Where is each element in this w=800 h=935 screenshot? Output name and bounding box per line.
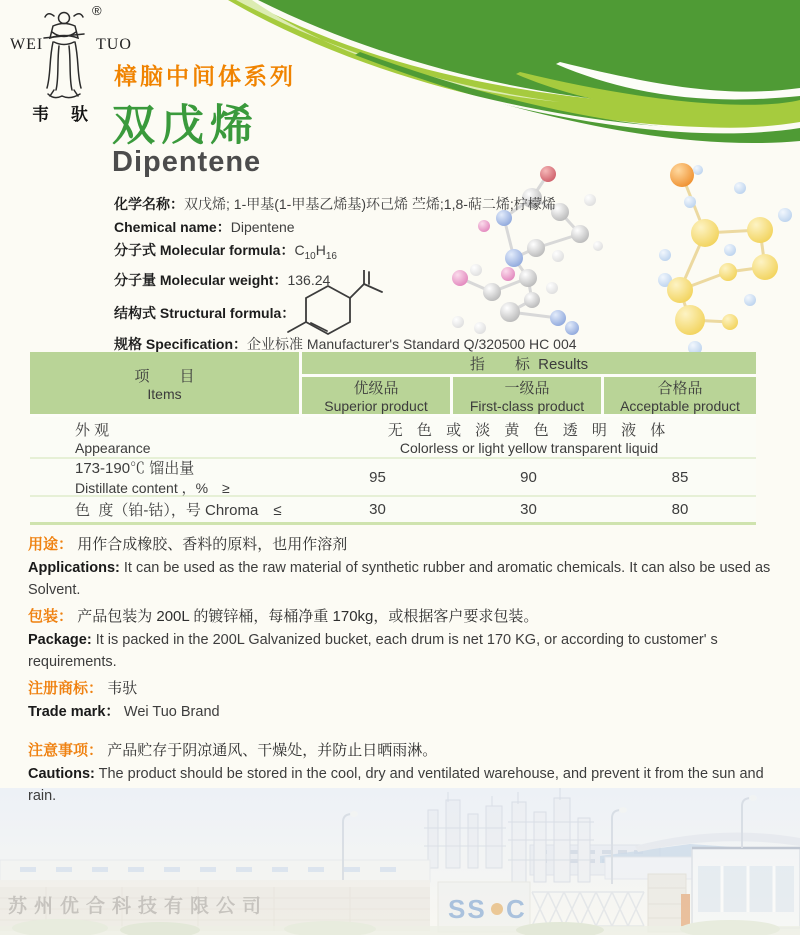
distillate-item-en: Distillate content ，% ≥ <box>75 479 230 496</box>
formula-element-2: H <box>315 242 326 258</box>
cautions-text-cn: 产品贮存于阴凉通风、干燥处，并防止日晒雨淋。 <box>107 742 438 759</box>
distillate-first-class-value: 90 <box>453 459 604 497</box>
cautions-label-cn: 注意事项： <box>28 742 104 759</box>
first-class-header-cn: 一级品 <box>504 380 550 397</box>
cautions-label-en: Cautions: <box>28 766 95 782</box>
registered-mark: ® <box>92 3 102 18</box>
row-appearance-item <box>30 417 302 459</box>
structural-formula-drawing <box>276 270 388 350</box>
first-class-header-en: First-class product <box>469 398 585 414</box>
cautions-text-en: The product should be stored in the cool, dry and ventilated warehouse, and prevent it from the sun and rain. <box>28 766 764 804</box>
weituo-figure-icon <box>36 8 92 100</box>
molecular-formula-label: 分子式 Molecular formula： <box>114 242 295 258</box>
specification-label: 规格 Specification： <box>114 335 248 352</box>
formula-subscript-1: 10 <box>304 250 316 262</box>
product-title-cn: 双戊烯 <box>112 102 259 150</box>
package-label-en: Package: <box>28 632 92 648</box>
superior-header-en: Superior product <box>324 398 428 414</box>
applications-label-en: Applications: <box>28 560 120 576</box>
chroma-superior-value: 30 <box>302 497 453 525</box>
chemical-name-cn-line <box>114 196 699 212</box>
logo-text-wei: WEI <box>10 36 44 53</box>
chemical-name-cn-label: 化学名称： <box>114 196 184 212</box>
product-title-en: Dipentene <box>112 146 262 178</box>
appearance-value-en: Colorless or light yellow transparent liquid <box>399 439 659 456</box>
trademark-text-cn: 韦驮 <box>107 680 138 697</box>
package-label-cn: 包装： <box>28 608 74 625</box>
structural-formula-line <box>114 305 699 321</box>
superior-header-cn: 优级品 <box>353 380 399 397</box>
distillate-superior-value: 95 <box>302 459 453 497</box>
chroma-acceptable-value: 80 <box>604 497 756 525</box>
gate-sign-c: C <box>506 894 525 924</box>
table-header-superior <box>302 377 453 417</box>
logo-text-cn: 韦驮 <box>32 105 110 124</box>
molecular-weight-value: 136.24 <box>287 271 331 288</box>
row-appearance-value <box>302 417 756 459</box>
trademark-text-en: Wei Tuo Brand <box>123 704 220 720</box>
acceptable-header-cn: 合格品 <box>657 380 703 397</box>
table-header-acceptable <box>604 377 756 417</box>
series-heading: 樟脑中间体系列 <box>114 63 296 89</box>
formula-element-1: C <box>294 242 305 258</box>
section-package <box>28 606 776 673</box>
chemical-info <box>114 196 699 359</box>
package-en-line <box>28 629 776 673</box>
applications-label-cn: 用途： <box>28 536 74 553</box>
applications-cn-line <box>28 534 776 555</box>
logo-text-tuo: TUO <box>96 36 132 53</box>
items-header-cn: 项 目 <box>134 367 195 385</box>
section-applications <box>28 534 776 601</box>
row-distillate-item <box>30 459 302 497</box>
gate-sign-ss: SS <box>448 894 487 924</box>
package-text-en: It is packed in the 200L Galvanized bucket, each drum is net 170 KG, or according to customer' s requirements. <box>28 632 718 670</box>
molecular-weight-label: 分子量 Molecular weight： <box>114 271 288 288</box>
gate-sign-dot <box>491 903 503 915</box>
cautions-en-line <box>28 763 776 807</box>
specification-line <box>114 336 699 352</box>
trademark-label-en: Trade mark： <box>28 704 120 720</box>
items-header-en: Items <box>147 385 182 402</box>
section-cautions <box>28 740 776 807</box>
factory-wall-text: 苏州优合科技有限公司 <box>8 896 269 917</box>
cautions-cn-line <box>28 740 776 761</box>
package-cn-line <box>28 606 776 627</box>
molecular-formula-value <box>294 242 337 262</box>
trademark-en-line <box>28 701 776 723</box>
specification-value: 企业标准 Manufacturer's Standard Q/320500 HC 004 <box>247 335 577 352</box>
table-header-items <box>30 352 302 417</box>
factory-photo <box>0 788 800 935</box>
formula-subscript-2: 16 <box>325 250 337 262</box>
distillate-acceptable-value: 85 <box>604 459 756 497</box>
acceptable-header-en: Acceptable product <box>620 398 740 414</box>
molecular-formula-line <box>114 242 699 265</box>
chemical-name-cn-value: 双戊烯; 1-甲基(1-甲基乙烯基)环己烯 苎烯;1,8-萜二烯;柠檬烯 <box>184 196 556 212</box>
table-header-results: 指 标 Results <box>302 352 756 377</box>
applications-text-cn: 用作合成橡胶、香料的原料，也用作溶剂 <box>77 536 348 553</box>
appearance-item-en: Appearance <box>75 439 151 456</box>
molecular-weight-line <box>114 272 699 288</box>
appearance-value-cn: 无 色 或 淡 黄 色 透 明 液 体 <box>387 421 671 439</box>
chroma-first-class-value: 30 <box>453 497 604 525</box>
chemical-name-en-line <box>114 219 699 235</box>
chemical-name-en-value: Dipentene <box>230 219 295 235</box>
distillate-item-cn: 173-190℃ 馏出量 <box>75 459 195 477</box>
section-trademark <box>28 678 776 723</box>
chemical-name-en-label: Chemical name： <box>114 219 231 235</box>
applications-text-en: It can be used as the raw material of synthetic rubber and aromatic chemicals. It can also be used as Solvent. <box>28 560 771 598</box>
structural-formula-label: 结构式 Structural formula： <box>114 304 296 321</box>
appearance-item-cn: 外 观 <box>75 421 110 439</box>
applications-en-line <box>28 557 776 601</box>
trademark-cn-line <box>28 678 776 699</box>
package-text-cn: 产品包装为 200L 的镀锌桶，每桶净重 170kg，或根据客户要求包装。 <box>77 608 539 625</box>
row-chroma-item: 色 度（铂-钴），号 Chroma ≤ <box>30 497 302 525</box>
specification-table <box>30 352 756 525</box>
trademark-label-cn: 注册商标： <box>28 680 104 697</box>
table-header-first-class <box>453 377 604 417</box>
